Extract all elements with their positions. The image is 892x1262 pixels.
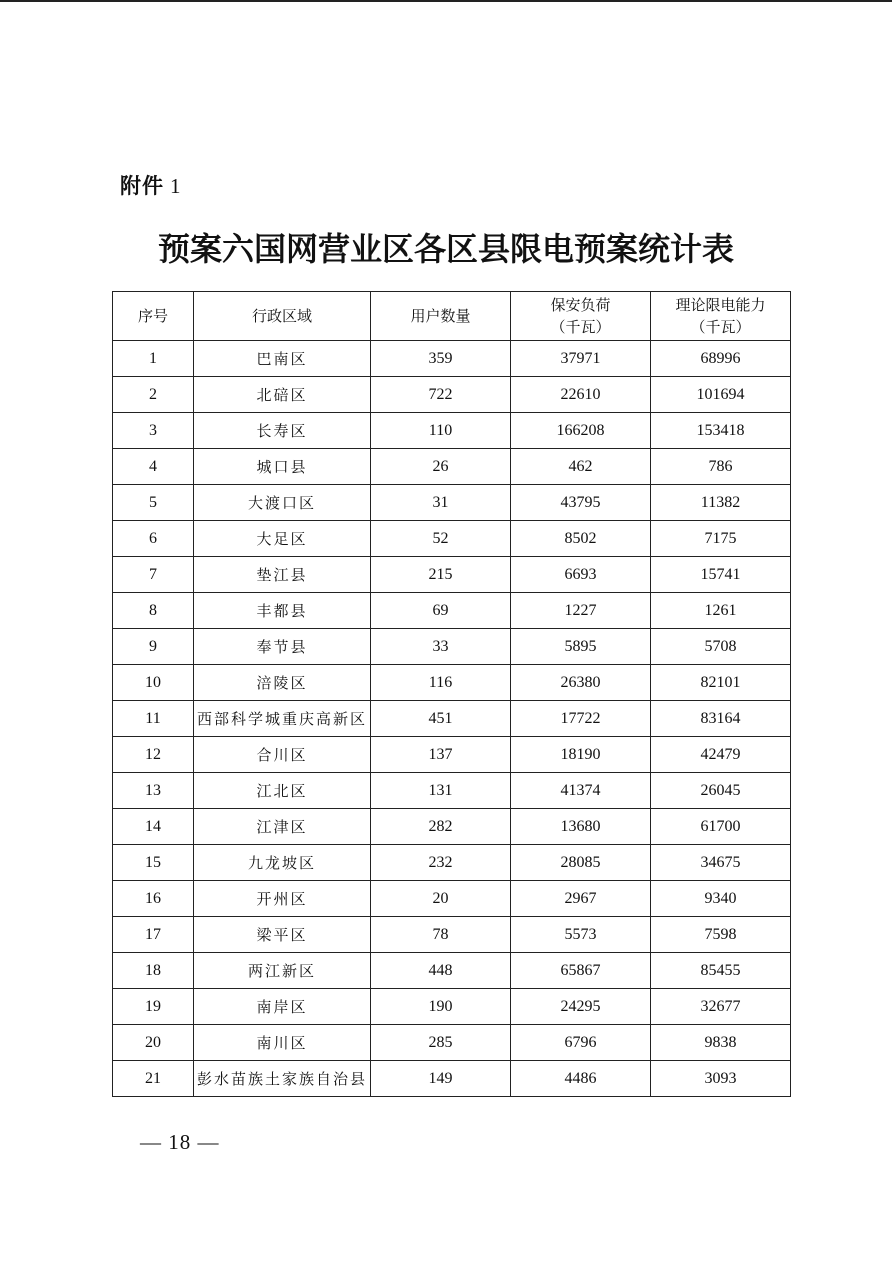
cell-capacity: 786 xyxy=(651,449,791,485)
cell-capacity: 153418 xyxy=(651,413,791,449)
cell-region: 开州区 xyxy=(194,881,371,917)
cell-index: 2 xyxy=(113,377,194,413)
cell-index: 18 xyxy=(113,953,194,989)
cell-capacity: 42479 xyxy=(651,737,791,773)
cell-users: 285 xyxy=(371,1025,511,1061)
cell-security-load: 13680 xyxy=(511,809,651,845)
cell-users: 215 xyxy=(371,557,511,593)
table-row xyxy=(113,521,791,557)
table-row xyxy=(113,881,791,917)
cell-region: 合川区 xyxy=(194,737,371,773)
header-security-load-line1: 保安负荷 xyxy=(550,296,611,314)
cell-index: 12 xyxy=(113,737,194,773)
attachment-label xyxy=(120,170,182,200)
header-capacity-line1: 理论限电能力 xyxy=(675,296,766,314)
cell-capacity: 61700 xyxy=(651,809,791,845)
cell-security-load: 28085 xyxy=(511,845,651,881)
cell-users: 26 xyxy=(371,449,511,485)
cell-capacity: 9838 xyxy=(651,1025,791,1061)
cell-capacity: 82101 xyxy=(651,665,791,701)
cell-index: 17 xyxy=(113,917,194,953)
header-security-load-line2: （千瓦） xyxy=(550,318,611,336)
cell-region: 彭水苗族土家族自治县 xyxy=(194,1061,371,1097)
header-users: 用户数量 xyxy=(371,292,511,341)
table-row xyxy=(113,413,791,449)
cell-region: 巴南区 xyxy=(194,341,371,377)
cell-region: 大渡口区 xyxy=(194,485,371,521)
cell-security-load: 6693 xyxy=(511,557,651,593)
cell-region: 丰都县 xyxy=(194,593,371,629)
cell-security-load: 41374 xyxy=(511,773,651,809)
header-region: 行政区域 xyxy=(194,292,371,341)
cell-region: 江津区 xyxy=(194,809,371,845)
cell-users: 722 xyxy=(371,377,511,413)
cell-capacity: 68996 xyxy=(651,341,791,377)
cell-index: 13 xyxy=(113,773,194,809)
cell-security-load: 4486 xyxy=(511,1061,651,1097)
cell-capacity: 101694 xyxy=(651,377,791,413)
cell-region: 南岸区 xyxy=(194,989,371,1025)
cell-users: 33 xyxy=(371,629,511,665)
attachment-number: 1 xyxy=(170,174,182,198)
cell-region: 两江新区 xyxy=(194,953,371,989)
cell-users: 116 xyxy=(371,665,511,701)
table-row xyxy=(113,665,791,701)
table-row xyxy=(113,1061,791,1097)
document-title: 预案六国网营业区各区县限电预案统计表 xyxy=(157,230,734,268)
table-header xyxy=(113,292,791,341)
header-capacity xyxy=(651,292,791,341)
cell-region: 北碚区 xyxy=(194,377,371,413)
header-row xyxy=(113,292,791,341)
cell-users: 282 xyxy=(371,809,511,845)
cell-capacity: 11382 xyxy=(651,485,791,521)
cell-index: 10 xyxy=(113,665,194,701)
cell-capacity: 7598 xyxy=(651,917,791,953)
cell-users: 149 xyxy=(371,1061,511,1097)
cell-region: 垫江县 xyxy=(194,557,371,593)
cell-index: 7 xyxy=(113,557,194,593)
table-row xyxy=(113,809,791,845)
cell-users: 448 xyxy=(371,953,511,989)
cell-capacity: 7175 xyxy=(651,521,791,557)
cell-index: 8 xyxy=(113,593,194,629)
cell-capacity: 1261 xyxy=(651,593,791,629)
cell-capacity: 3093 xyxy=(651,1061,791,1097)
cell-users: 20 xyxy=(371,881,511,917)
cell-region: 西部科学城重庆高新区 xyxy=(194,701,371,737)
table-row xyxy=(113,593,791,629)
cell-security-load: 43795 xyxy=(511,485,651,521)
cell-security-load: 2967 xyxy=(511,881,651,917)
table-row xyxy=(113,989,791,1025)
cell-region: 大足区 xyxy=(194,521,371,557)
table-row xyxy=(113,953,791,989)
cell-security-load: 26380 xyxy=(511,665,651,701)
table-row xyxy=(113,557,791,593)
cell-security-load: 22610 xyxy=(511,377,651,413)
cell-index: 1 xyxy=(113,341,194,377)
cell-index: 16 xyxy=(113,881,194,917)
cell-index: 3 xyxy=(113,413,194,449)
header-capacity-line2: （千瓦） xyxy=(690,318,751,336)
cell-region: 九龙坡区 xyxy=(194,845,371,881)
table-row xyxy=(113,917,791,953)
table-row xyxy=(113,485,791,521)
header-index: 序号 xyxy=(113,292,194,341)
table-row xyxy=(113,737,791,773)
cell-region: 南川区 xyxy=(194,1025,371,1061)
cell-users: 52 xyxy=(371,521,511,557)
cell-index: 20 xyxy=(113,1025,194,1061)
cell-users: 232 xyxy=(371,845,511,881)
cell-index: 4 xyxy=(113,449,194,485)
cell-region: 江北区 xyxy=(194,773,371,809)
cell-index: 19 xyxy=(113,989,194,1025)
table-row xyxy=(113,341,791,377)
cell-index: 11 xyxy=(113,701,194,737)
cell-users: 78 xyxy=(371,917,511,953)
cell-users: 359 xyxy=(371,341,511,377)
cell-capacity: 15741 xyxy=(651,557,791,593)
cell-region: 梁平区 xyxy=(194,917,371,953)
cell-index: 5 xyxy=(113,485,194,521)
cell-users: 190 xyxy=(371,989,511,1025)
cell-security-load: 5573 xyxy=(511,917,651,953)
header-security-load xyxy=(511,292,651,341)
attachment-text: 附件 xyxy=(120,174,164,198)
cell-security-load: 1227 xyxy=(511,593,651,629)
cell-security-load: 8502 xyxy=(511,521,651,557)
cell-capacity: 5708 xyxy=(651,629,791,665)
table-row xyxy=(113,629,791,665)
cell-capacity: 85455 xyxy=(651,953,791,989)
cell-index: 9 xyxy=(113,629,194,665)
cell-index: 15 xyxy=(113,845,194,881)
cell-capacity: 34675 xyxy=(651,845,791,881)
cell-security-load: 65867 xyxy=(511,953,651,989)
cell-users: 137 xyxy=(371,737,511,773)
cell-index: 6 xyxy=(113,521,194,557)
cell-index: 21 xyxy=(113,1061,194,1097)
page-top-border xyxy=(0,0,892,2)
table-row xyxy=(113,845,791,881)
table-row xyxy=(113,1025,791,1061)
cell-security-load: 166208 xyxy=(511,413,651,449)
cell-security-load: 24295 xyxy=(511,989,651,1025)
cell-users: 110 xyxy=(371,413,511,449)
cell-security-load: 6796 xyxy=(511,1025,651,1061)
cell-users: 69 xyxy=(371,593,511,629)
cell-security-load: 18190 xyxy=(511,737,651,773)
cell-region: 城口县 xyxy=(194,449,371,485)
table-body xyxy=(113,341,791,1097)
table-row xyxy=(113,701,791,737)
table-row xyxy=(113,449,791,485)
cell-security-load: 462 xyxy=(511,449,651,485)
cell-security-load: 17722 xyxy=(511,701,651,737)
statistics-table xyxy=(112,291,791,1097)
cell-region: 长寿区 xyxy=(194,413,371,449)
page-number: — 18 — xyxy=(140,1130,220,1154)
table-row xyxy=(113,773,791,809)
cell-capacity: 32677 xyxy=(651,989,791,1025)
cell-capacity: 26045 xyxy=(651,773,791,809)
cell-users: 451 xyxy=(371,701,511,737)
cell-users: 31 xyxy=(371,485,511,521)
cell-users: 131 xyxy=(371,773,511,809)
cell-security-load: 37971 xyxy=(511,341,651,377)
cell-region: 奉节县 xyxy=(194,629,371,665)
cell-index: 14 xyxy=(113,809,194,845)
cell-region: 涪陵区 xyxy=(194,665,371,701)
cell-capacity: 9340 xyxy=(651,881,791,917)
cell-capacity: 83164 xyxy=(651,701,791,737)
cell-security-load: 5895 xyxy=(511,629,651,665)
table-row xyxy=(113,377,791,413)
